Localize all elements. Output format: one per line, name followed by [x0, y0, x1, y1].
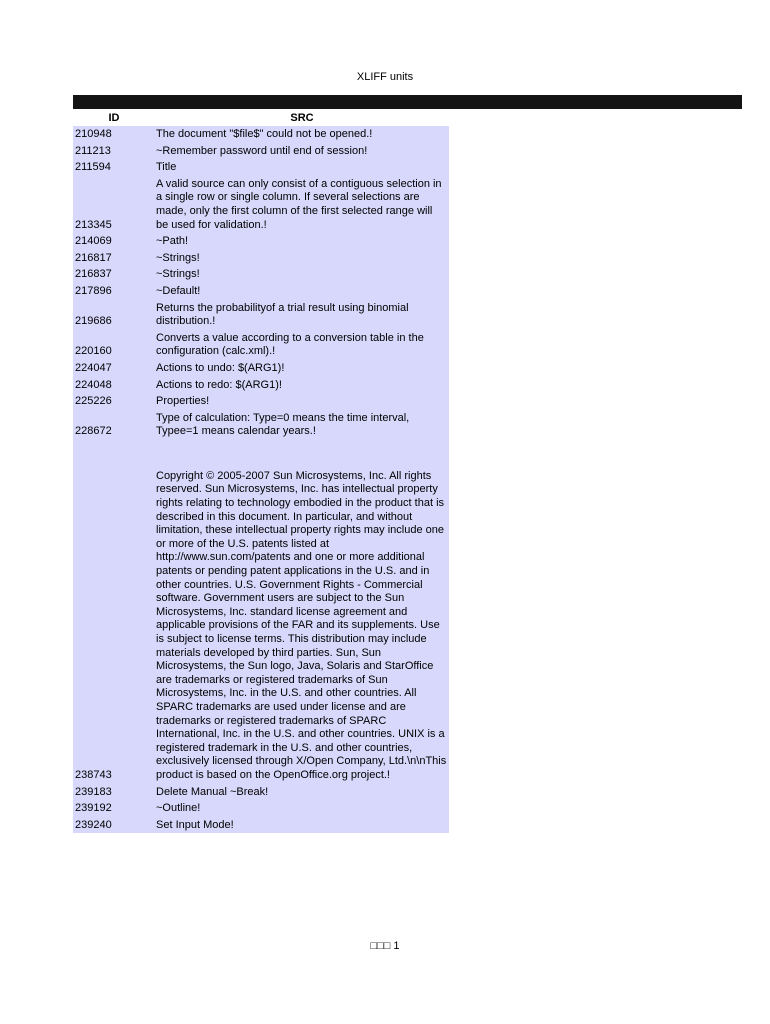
row-src: A valid source can only consist of a contiguous selection in a single row or single column. If several selections are made, only the first column of the first selected range will be used for validation.! — [155, 176, 449, 233]
table-row — [73, 159, 449, 176]
row-src: The document "$file$" could not be opened.! — [155, 126, 449, 143]
row-id: 219686 — [73, 300, 155, 330]
row-id: 239192 — [73, 800, 155, 817]
table-row — [73, 283, 449, 300]
xliff-units-table — [73, 111, 449, 833]
table-row — [73, 360, 449, 377]
row-id: 213345 — [73, 176, 155, 233]
header-bar — [73, 95, 742, 109]
table-row — [73, 800, 449, 817]
row-id: 239240 — [73, 817, 155, 834]
row-src: Copyright © 2005-2007 Sun Microsystems, Inc. All rights reserved. Sun Microsystems, Inc. has intellectual property rights relating to technology embodied in the product that is described in this document. In particular, and without limitation, these intellectual property rights may include one or more of the U.S. patents listed at http://www.sun.com/patents and one or more additional patents or pending patent applications in the U.S. and in other countries. U.S. Government Rights - Commercial software. Government users are subject to the Sun Microsystems, Inc. standard license agreement and applicable provisions of the FAR and its supplements. Use is subject to license terms. This distribution may include materials developed by third parties. Sun, Sun Microsystems, the Sun logo, Java, Solaris and StarOffice are trademarks or registered trademarks of Sun Microsystems, Inc. in the U.S. and other countries. All SPARC trademarks are used under license and are trademarks or registered trademarks of SPARC International, Inc. in the U.S. and other countries. UNIX is a registered trademark in the U.S. and other countries, exclusively licensed through X/Open Company, Ltd.\n\nThis product is based on the OpenOffice.org project.! — [155, 440, 449, 784]
row-src: ~Remember password until end of session! — [155, 143, 449, 160]
table-row — [73, 250, 449, 267]
row-id: 238743 — [73, 440, 155, 784]
row-src: ~Strings! — [155, 250, 449, 267]
row-src: Delete Manual ~Break! — [155, 784, 449, 801]
table-header-row — [73, 111, 449, 126]
row-id: 220160 — [73, 330, 155, 360]
table-row — [73, 440, 449, 784]
table-row — [73, 233, 449, 250]
table-row — [73, 817, 449, 834]
table-row — [73, 377, 449, 394]
row-src: Actions to undo: $(ARG1)! — [155, 360, 449, 377]
row-id: 211213 — [73, 143, 155, 160]
row-id: 210948 — [73, 126, 155, 143]
row-src: Actions to redo: $(ARG1)! — [155, 377, 449, 394]
row-src: ~Strings! — [155, 266, 449, 283]
row-src: Returns the probabilityof a trial result using binomial distribution.! — [155, 300, 449, 330]
row-id: 216837 — [73, 266, 155, 283]
row-id: 211594 — [73, 159, 155, 176]
row-id: 217896 — [73, 283, 155, 300]
row-src: Set Input Mode! — [155, 817, 449, 834]
row-id: 214069 — [73, 233, 155, 250]
row-id: 228672 — [73, 410, 155, 440]
row-id: 224048 — [73, 377, 155, 394]
column-header-src: SRC — [155, 111, 449, 126]
row-src: ~Path! — [155, 233, 449, 250]
row-id: 239183 — [73, 784, 155, 801]
row-src: Type of calculation: Type=0 means the time interval, Typee=1 means calendar years.! — [155, 410, 449, 440]
table-row — [73, 143, 449, 160]
row-src: Title — [155, 159, 449, 176]
table-row — [73, 266, 449, 283]
row-src: Converts a value according to a conversion table in the configuration (calc.xml).! — [155, 330, 449, 360]
row-src: ~Outline! — [155, 800, 449, 817]
row-id: 225226 — [73, 393, 155, 410]
table-row — [73, 784, 449, 801]
table-row — [73, 393, 449, 410]
page-title: XLIFF units — [356, 71, 414, 83]
row-src: ~Default! — [155, 283, 449, 300]
table-row — [73, 410, 449, 440]
table-row — [73, 300, 449, 330]
page-footer: □□□ 1 — [370, 940, 400, 952]
row-id: 224047 — [73, 360, 155, 377]
row-src: Properties! — [155, 393, 449, 410]
table-row — [73, 176, 449, 233]
table-row — [73, 330, 449, 360]
table-row — [73, 126, 449, 143]
column-header-id: ID — [73, 111, 155, 126]
row-id: 216817 — [73, 250, 155, 267]
